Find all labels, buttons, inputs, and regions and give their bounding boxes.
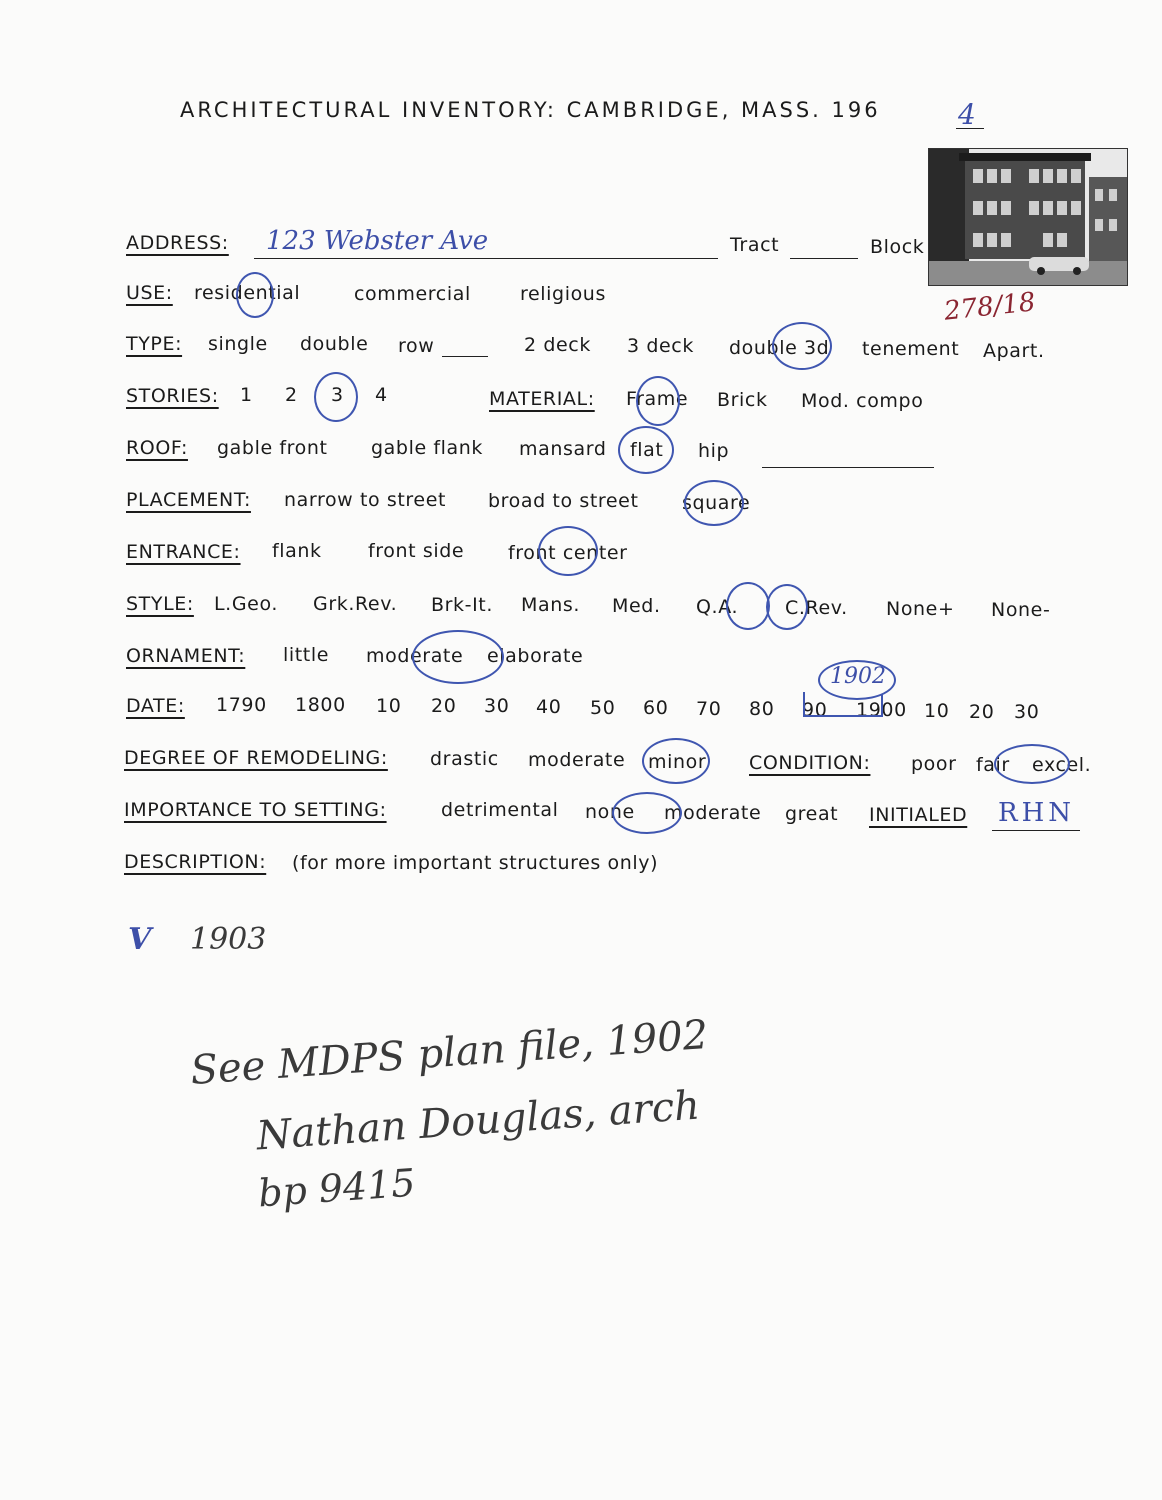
material-brick[interactable]: Brick bbox=[717, 389, 768, 411]
importance-detrimental[interactable]: detrimental bbox=[441, 799, 559, 821]
circle-square bbox=[684, 480, 744, 526]
note-line-1: See MDPS plan file, 1902 bbox=[189, 1011, 710, 1095]
use-label: USE: bbox=[126, 282, 173, 304]
building-illustration bbox=[929, 149, 1127, 285]
date-10[interactable]: 10 bbox=[376, 695, 402, 717]
note-line-2: Nathan Douglas, arch bbox=[254, 1082, 702, 1160]
condition-fair[interactable]: fair bbox=[976, 754, 1010, 776]
style-med[interactable]: Med. bbox=[612, 595, 661, 617]
type-single[interactable]: single bbox=[208, 333, 268, 355]
type-tenement[interactable]: tenement bbox=[862, 338, 960, 360]
type-double[interactable]: double bbox=[300, 333, 369, 355]
date-60[interactable]: 60 bbox=[643, 697, 669, 719]
pencil-year: 1903 bbox=[190, 922, 267, 957]
circle-crev bbox=[766, 584, 808, 630]
placement-broad[interactable]: broad to street bbox=[488, 490, 639, 512]
ornament-moderate[interactable]: moderate bbox=[366, 645, 464, 667]
circle-frame bbox=[636, 376, 680, 426]
roof-mansard[interactable]: mansard bbox=[519, 438, 607, 460]
address-label: ADDRESS: bbox=[126, 232, 229, 254]
stories-label: STORIES: bbox=[126, 385, 219, 407]
tract-line bbox=[790, 258, 858, 259]
circle-moderate-ornament bbox=[412, 630, 504, 684]
entrance-front-side[interactable]: front side bbox=[368, 540, 465, 562]
material-label: MATERIAL: bbox=[489, 388, 595, 410]
roof-label: ROOF: bbox=[126, 437, 188, 459]
roof-flat[interactable]: flat bbox=[630, 439, 664, 461]
importance-moderate[interactable]: moderate bbox=[664, 802, 762, 824]
use-residential[interactable]: residential bbox=[194, 282, 301, 304]
condition-poor[interactable]: poor bbox=[911, 753, 957, 775]
material-frame[interactable]: Frame bbox=[626, 388, 689, 410]
ornament-label: ORNAMENT: bbox=[126, 645, 246, 667]
year-underline bbox=[956, 128, 984, 129]
type-3-deck[interactable]: 3 deck bbox=[627, 335, 694, 357]
use-religious[interactable]: religious bbox=[520, 283, 606, 305]
form-title: ARCHITECTURAL INVENTORY: CAMBRIDGE, MASS. 196 bbox=[180, 98, 881, 122]
type-row[interactable]: row bbox=[398, 335, 435, 357]
circle-fair-excel bbox=[994, 744, 1070, 784]
style-grkrev[interactable]: Grk.Rev. bbox=[313, 593, 398, 615]
date-1790[interactable]: 1790 bbox=[216, 694, 267, 716]
roof-hip[interactable]: hip bbox=[698, 440, 730, 462]
style-brkit[interactable]: Brk-It. bbox=[431, 594, 493, 616]
circle-double-3d bbox=[772, 322, 832, 370]
style-mans[interactable]: Mans. bbox=[521, 594, 581, 616]
block-label: Block bbox=[870, 236, 925, 258]
circle-front-center bbox=[538, 526, 598, 576]
type-row-line bbox=[442, 356, 488, 357]
description-label: DESCRIPTION: bbox=[124, 851, 267, 873]
stories-3[interactable]: 3 bbox=[331, 384, 344, 406]
stories-1[interactable]: 1 bbox=[240, 384, 253, 406]
building-photo bbox=[928, 148, 1128, 286]
placement-narrow[interactable]: narrow to street bbox=[284, 489, 447, 511]
date-90[interactable]: 90 bbox=[802, 699, 828, 721]
style-none-minus[interactable]: None- bbox=[991, 599, 1051, 621]
use-commercial[interactable]: commercial bbox=[354, 283, 471, 305]
condition-label: CONDITION: bbox=[749, 752, 871, 774]
style-none-plus[interactable]: None+ bbox=[886, 598, 955, 620]
circle-stories-3 bbox=[314, 372, 358, 422]
placement-square[interactable]: square bbox=[682, 492, 751, 514]
style-crev[interactable]: C.Rev. bbox=[785, 597, 848, 619]
description-note: (for more important structures only) bbox=[292, 852, 659, 874]
remodeling-label: DEGREE OF REMODELING: bbox=[124, 747, 388, 769]
date-bracket bbox=[800, 690, 900, 720]
address-value: 123 Webster Ave bbox=[266, 226, 489, 256]
date-1800[interactable]: 1800 bbox=[295, 694, 346, 716]
date-30[interactable]: 30 bbox=[484, 695, 510, 717]
remodeling-drastic[interactable]: drastic bbox=[430, 748, 499, 770]
date-50[interactable]: 50 bbox=[590, 697, 616, 719]
circle-minor bbox=[642, 738, 710, 784]
importance-label: IMPORTANCE TO SETTING: bbox=[124, 799, 387, 821]
date-40[interactable]: 40 bbox=[536, 696, 562, 718]
remodeling-minor[interactable]: minor bbox=[648, 751, 707, 773]
date-70[interactable]: 70 bbox=[696, 698, 722, 720]
remodeling-moderate[interactable]: moderate bbox=[528, 749, 626, 771]
ornament-little[interactable]: little bbox=[283, 644, 330, 666]
type-apart[interactable]: Apart. bbox=[983, 340, 1045, 362]
circle-qa bbox=[726, 582, 770, 630]
check-mark: V bbox=[128, 922, 152, 957]
circle-flat bbox=[618, 426, 674, 474]
type-double-3d[interactable]: double 3d bbox=[729, 337, 830, 359]
initialed-label: INITIALED bbox=[869, 804, 968, 826]
roof-gable-flank[interactable]: gable flank bbox=[371, 437, 484, 459]
date-1910[interactable]: 10 bbox=[924, 700, 950, 722]
placement-label: PLACEMENT: bbox=[126, 489, 251, 511]
style-label: STYLE: bbox=[126, 593, 194, 615]
entrance-label: ENTRANCE: bbox=[126, 541, 241, 563]
date-handwritten: 1902 bbox=[830, 664, 886, 689]
condition-excel[interactable]: excel. bbox=[1032, 754, 1092, 776]
year-handwritten: 4 bbox=[958, 98, 976, 131]
initialed-line bbox=[992, 830, 1080, 831]
note-line-3: bp 9415 bbox=[256, 1160, 417, 1216]
date-80[interactable]: 80 bbox=[749, 698, 775, 720]
stories-2[interactable]: 2 bbox=[285, 384, 298, 406]
importance-great[interactable]: great bbox=[785, 803, 839, 825]
circle-residential bbox=[236, 272, 274, 318]
address-line bbox=[254, 258, 718, 259]
circle-moderate-importance bbox=[612, 792, 682, 834]
style-lgeo[interactable]: L.Geo. bbox=[214, 593, 278, 615]
date-label: DATE: bbox=[126, 695, 185, 717]
type-label: TYPE: bbox=[126, 333, 183, 355]
date-1930[interactable]: 30 bbox=[1014, 701, 1040, 723]
date-1920[interactable]: 20 bbox=[969, 701, 995, 723]
material-mod-compo[interactable]: Mod. compo bbox=[801, 390, 924, 412]
ornament-elaborate[interactable]: elaborate bbox=[487, 645, 584, 667]
roof-other-line bbox=[762, 467, 934, 468]
photo-reference: 278/18 bbox=[942, 287, 1037, 327]
date-20[interactable]: 20 bbox=[431, 695, 457, 717]
roof-gable-front[interactable]: gable front bbox=[217, 437, 328, 459]
type-2-deck[interactable]: 2 deck bbox=[524, 334, 591, 356]
stories-4[interactable]: 4 bbox=[375, 384, 388, 406]
tract-label: Tract bbox=[730, 234, 780, 256]
initialed-value: RHN bbox=[998, 798, 1075, 828]
entrance-front-center[interactable]: front center bbox=[508, 542, 628, 564]
importance-none[interactable]: none bbox=[585, 801, 635, 823]
style-qa[interactable]: Q.A. bbox=[696, 596, 739, 618]
date-1900[interactable]: 1900 bbox=[856, 699, 907, 721]
entrance-flank[interactable]: flank bbox=[272, 540, 322, 562]
